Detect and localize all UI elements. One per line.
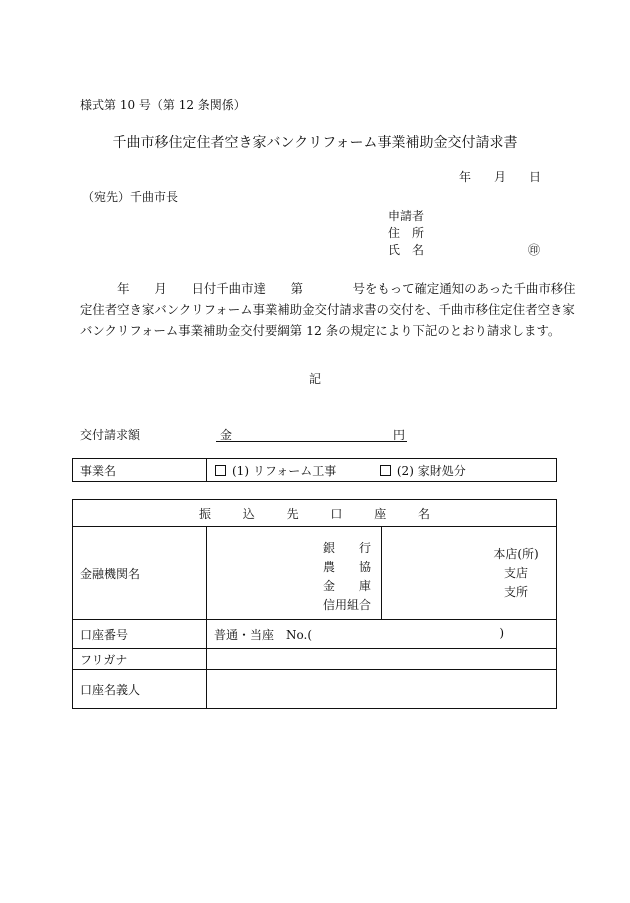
ki-heading: 記 bbox=[308, 372, 321, 386]
project-label: 事業名 bbox=[73, 459, 207, 482]
holder-label: 口座名義人 bbox=[73, 670, 207, 709]
branch-shisho: 支所 bbox=[503, 584, 528, 599]
account-close-paren: ) bbox=[499, 625, 504, 640]
date-day: 日 bbox=[529, 170, 542, 184]
amount-prefix: 金 bbox=[220, 428, 233, 442]
checkbox-disposal[interactable] bbox=[380, 465, 391, 476]
body-line-3: バンクリフォーム事業補助金交付要綱第 12 条の規定により下記のとおり請求します。 bbox=[80, 323, 561, 338]
date-month: 月 bbox=[494, 170, 507, 184]
branch-main: 本店(所) bbox=[493, 546, 539, 561]
seal-mark: ㊞ bbox=[528, 243, 541, 257]
type-credit-union: 信用組合 bbox=[323, 598, 372, 612]
account-number-field[interactable] bbox=[207, 620, 557, 649]
option-disposal-label: (2) 家財処分 bbox=[396, 463, 466, 478]
furigana-field[interactable] bbox=[207, 649, 557, 670]
addressee: （宛先）千曲市長 bbox=[82, 190, 179, 204]
applicant-name-label: 氏 名 bbox=[388, 243, 425, 257]
request-body bbox=[80, 278, 576, 341]
type-bank: 銀行 bbox=[323, 541, 371, 555]
project-table bbox=[72, 458, 557, 482]
body-line-1: 年 月 日付千曲市達 第 号をもって確定通知のあった千曲市移住 bbox=[80, 281, 576, 296]
checkbox-reform[interactable] bbox=[215, 465, 226, 476]
type-noukyou: 農協 bbox=[323, 560, 371, 574]
holder-field[interactable] bbox=[207, 670, 557, 709]
bank-table bbox=[72, 499, 557, 709]
branch-shiten: 支店 bbox=[503, 565, 528, 580]
form-number: 様式第 10 号（第 12 条関係） bbox=[80, 98, 246, 112]
option-reform-label: (1) リフォーム工事 bbox=[232, 463, 337, 478]
body-line-2: 定住者空き家バンクリフォーム事業補助金交付請求書の交付を、千曲市移住定住者空き家 bbox=[80, 302, 575, 317]
account-type: 普通・当座 No.( bbox=[214, 627, 313, 642]
page-title: 千曲市移住定住者空き家バンクリフォーム事業補助金交付請求書 bbox=[112, 135, 518, 151]
date-year: 年 bbox=[459, 170, 472, 184]
amount-suffix: 円 bbox=[393, 428, 406, 442]
applicant-address-label: 住 所 bbox=[388, 226, 425, 240]
furigana-label: フリガナ bbox=[73, 649, 207, 670]
institution-label: 金融機関名 bbox=[73, 527, 207, 620]
account-number-label: 口座番号 bbox=[73, 620, 207, 649]
amount-field[interactable] bbox=[216, 441, 407, 442]
branch-cell[interactable] bbox=[382, 527, 557, 620]
type-kinko: 金庫 bbox=[323, 579, 371, 593]
bank-table-header: 振 込 先 口 座 名 bbox=[73, 500, 557, 527]
project-options bbox=[207, 459, 557, 482]
institution-name-cell[interactable] bbox=[207, 527, 382, 620]
applicant-label: 申請者 bbox=[388, 209, 425, 223]
institution-types bbox=[323, 539, 371, 615]
amount-label: 交付請求額 bbox=[80, 428, 141, 442]
